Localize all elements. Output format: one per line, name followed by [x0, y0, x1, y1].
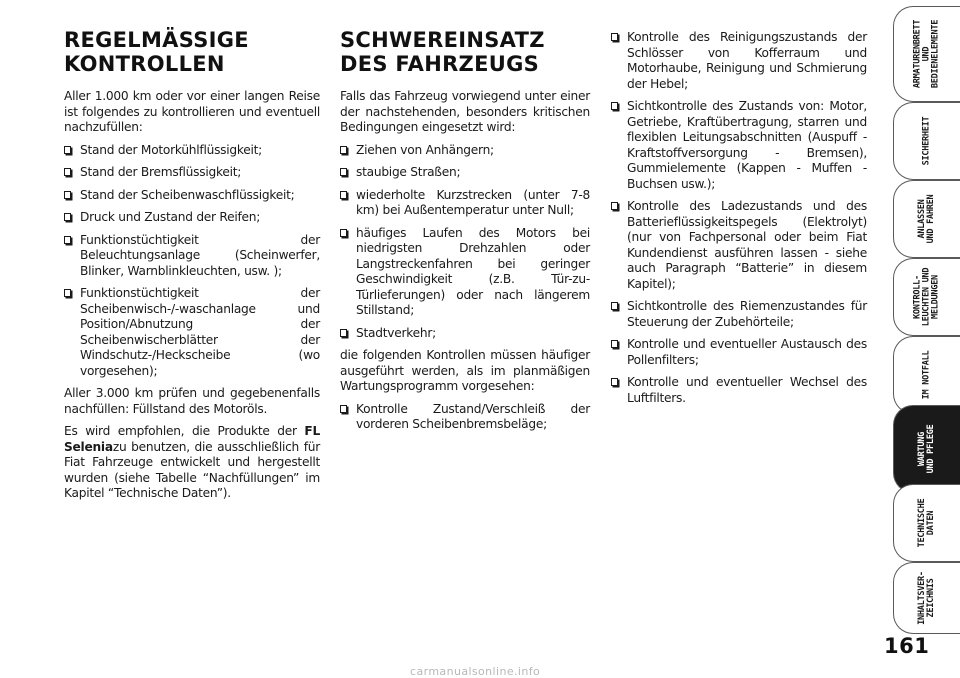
- checkbox-bullet-icon: [64, 146, 71, 154]
- checklist-item: Funktionstüchtigkeit der Scheibenwisch-/-waschanlage und Position/Abnutzung der Scheibenwischerblätter der Windschutz-/Heckscheibe (wo vorgesehen);: [64, 286, 320, 379]
- product-recommendation-text: Es wird empfohlen, die Produkte der FL Seleniazu benutzen, die ausschließlich für Fiat Fahrzeuge entwickelt und hergestellt wurden (siehe Tabelle “Nachfüllungen” im Kapitel “Technische Daten”).: [64, 424, 320, 500]
- checklist-item: Stand der Scheibenwaschflüssigkeit;: [64, 188, 320, 204]
- checkbox-bullet-icon: [611, 340, 618, 348]
- checklist-item: häufiges Laufen des Motors bei niedrigsten Drehzahlen oder Langstreckenfahren bei geringer Geschwindigkeit (z.B. Tür-zu-Türlieferungen) oder nach längerem Stillstand;: [340, 226, 590, 319]
- brand-name: FL Selenia: [64, 424, 320, 454]
- section-title-regular-checks: REGELMÄSSIGE KONTROLLEN: [64, 28, 249, 76]
- tab-starting-driving[interactable]: ANLASSEN UND FAHREN: [893, 180, 960, 258]
- checkbox-bullet-icon: [611, 378, 618, 386]
- frequent-checks-text: die folgenden Kontrollen müssen häufiger ausgeführt werden, als im planmäßigen Wartungsprogramm vorgesehen:: [340, 348, 590, 393]
- tab-safety[interactable]: SICHERHEIT: [893, 102, 960, 180]
- checklist-item: Ziehen von Anhängern;: [340, 143, 590, 159]
- checkbox-bullet-icon: [340, 191, 347, 199]
- checkbox-bullet-icon: [340, 146, 347, 154]
- page-number: 161: [884, 634, 930, 658]
- checklist-item: staubige Straßen;: [340, 165, 590, 181]
- checklist-item: Kontrolle des Reinigungszustands der Schlösser von Kofferraum und Motorhaube, Reinigung und Schmierung der Hebel;: [611, 30, 867, 92]
- checkbox-bullet-icon: [64, 289, 71, 297]
- checklist-item: Druck und Zustand der Reifen;: [64, 210, 320, 226]
- checkbox-bullet-icon: [340, 405, 347, 413]
- checkbox-bullet-icon: [64, 213, 71, 221]
- intro-text: Aller 1.000 km oder vor einer langen Reise ist folgendes zu kontrollieren und eventuell nachzufüllen:: [64, 89, 320, 134]
- checkbox-bullet-icon: [340, 168, 347, 176]
- tab-warning-lights[interactable]: KONTROLL- LEUCHTEN UND MELDUNGEN: [893, 258, 960, 336]
- checklist-item: Kontrolle Zustand/Verschleiß der vorderen Scheibenbremsbeläge;: [340, 402, 590, 433]
- checklist-item: Stand der Motorkühlflüssigkeit;: [64, 143, 320, 159]
- checklist-item: Kontrolle und eventueller Austausch des Pollenfilters;: [611, 337, 867, 368]
- intro-text: Falls das Fahrzeug vorwiegend unter einer der nachstehenden, besonders kritischen Bedingungen eingesetzt wird:: [340, 89, 590, 134]
- checkbox-bullet-icon: [64, 236, 71, 244]
- checkbox-bullet-icon: [611, 102, 618, 110]
- column-heavy-use: [340, 28, 590, 440]
- tab-dashboard-controls[interactable]: ARMATURENBRETT UND BEDIENELEMENTE: [893, 6, 960, 102]
- section-title-heavy-use: SCHWEREINSATZ DES FAHRZEUGS: [340, 28, 545, 76]
- checkbox-bullet-icon: [340, 329, 347, 337]
- checkbox-bullet-icon: [611, 302, 618, 310]
- checklist-item: Sichtkontrolle des Riemenzustandes für Steuerung der Zubehörteile;: [611, 299, 867, 330]
- checklist-item: Funktionstüchtigkeit der Beleuchtungsanlage (Scheinwerfer, Blinker, Warnblinkleuchten, usw. );: [64, 233, 320, 280]
- checkbox-bullet-icon: [340, 229, 347, 237]
- footer-watermark: carmanualsonline.info: [410, 665, 541, 678]
- checkbox-bullet-icon: [611, 33, 618, 41]
- checkbox-bullet-icon: [64, 191, 71, 199]
- checklist-item: Stadtverkehr;: [340, 326, 590, 342]
- column-additional-checks: [611, 30, 867, 413]
- oil-check-text: Aller 3.000 km prüfen und gegebenenfalls nachfüllen: Füllstand des Motoröls.: [64, 386, 320, 416]
- tab-index[interactable]: INHALTSVER- ZEICHNIS: [893, 562, 960, 634]
- tab-maintenance-care[interactable]: WARTUNG UND PFLEGE: [893, 405, 960, 493]
- checklist-item: Kontrolle des Ladezustands und des Batterieflüssigkeitspegels (Elektrolyt) (nur von Fachpersonal oder beim Fiat Kundendienst ausführen lassen - siehe auch Paragraph “Batterie” in diesem Kapitel);: [611, 199, 867, 292]
- column-regular-checks: [64, 28, 320, 509]
- checklist-item: Stand der Bremsflüssigkeit;: [64, 165, 320, 181]
- checklist-item: Sichtkontrolle des Zustands von: Motor, Getriebe, Kraftübertragung, starren und flexiblen Leitungsabschnitten (Auspuff - Kraftstoffversorgung - Bremsen), Gummielemente (Kappen - Muffen - Buchsen usw.);: [611, 99, 867, 192]
- tab-emergency[interactable]: IM NOTFALL: [893, 336, 960, 414]
- checkbox-bullet-icon: [64, 168, 71, 176]
- checklist-item: wiederholte Kurzstrecken (unter 7-8 km) bei Außentemperatur unter Null;: [340, 188, 590, 219]
- chapter-tabs: [893, 0, 960, 678]
- checklist-item: Kontrolle und eventueller Wechsel des Luftfilters.: [611, 375, 867, 406]
- checkbox-bullet-icon: [611, 202, 618, 210]
- tab-technical-data[interactable]: TECHNISCHE DATEN: [893, 484, 960, 562]
